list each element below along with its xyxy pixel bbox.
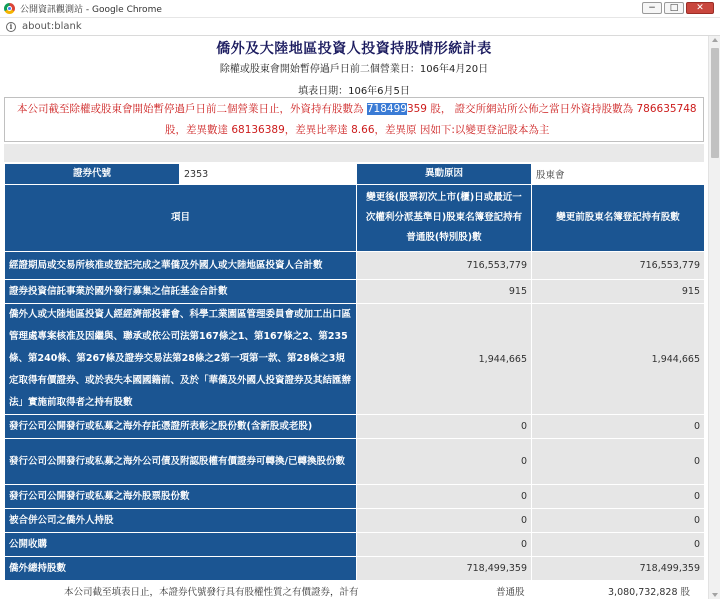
scroll-down-arrow-icon[interactable] <box>712 593 718 597</box>
close-button[interactable]: ✕ <box>686 2 714 14</box>
change-reason-value: 股東會 <box>532 164 705 185</box>
minimize-button[interactable]: − <box>642 2 662 14</box>
maximize-button[interactable]: □ <box>664 2 684 14</box>
row-label: 發行公司公開發行或私募之海外公司債及附認股權有價證券可轉換/已轉換股份數 <box>5 439 357 485</box>
change-reason-label: 異動原因 <box>357 164 532 185</box>
row-after-value: 718,499,359 <box>357 557 532 581</box>
row-after-value: 0 <box>357 533 532 557</box>
row-before-value: 0 <box>532 415 705 439</box>
row-label: 證券投資信託事業於國外發行募集之信託基金合計數 <box>5 280 357 304</box>
row-label: 僑外總持股數 <box>5 557 357 581</box>
table-row <box>5 280 705 304</box>
window-controls <box>642 2 714 14</box>
address-bar[interactable] <box>0 18 720 36</box>
row-before-value: 915 <box>532 280 705 304</box>
footer-amount: 3,080,732,828 股 <box>608 587 691 598</box>
row-label: 公開收購 <box>5 533 357 557</box>
before-column-header: 變更前股東名簿登記持有股數 <box>532 185 705 252</box>
table-row <box>5 252 705 280</box>
holdings-table <box>4 163 705 581</box>
row-after-value: 1,944,665 <box>357 304 532 415</box>
page-title: 僑外及大陸地區投資人投資持股情形統計表 <box>216 41 492 57</box>
report-subtitle: 除權或股東會開始暫停過戶日前二個營業日：106年4月20日 <box>219 64 489 75</box>
table-row <box>5 533 705 557</box>
notice-part2: 359 股， 證交所網站所公佈之當日外資持股數為 786635748 <box>406 103 697 115</box>
table-row <box>5 485 705 509</box>
row-before-value: 1,944,665 <box>532 304 705 415</box>
securities-code-label: 證券代號 <box>5 164 180 185</box>
footer-summary <box>4 584 704 599</box>
row-label: 發行公司公開發行或私募之海外存託憑證所表彰之股份數(含新股或老股) <box>5 415 357 439</box>
row-before-value: 0 <box>532 533 705 557</box>
window-titlebar <box>0 0 720 18</box>
site-info-icon[interactable]: i <box>6 22 16 32</box>
row-before-value: 0 <box>532 509 705 533</box>
row-label: 僑外人或大陸地區投資人經經濟部投審會、科學工業園區管理委員會或加工出口區管理處專案核准及因繼與、聯承或依公司法第167條之1、第167條之2、第235條、第240條、第267條及證券交易法第28條之2第一項第一款、第28條之3規定取得有價證券、或於表失本國國籍前、及於「華僑及外國人投資證券及其結匯辦法」實施前取得者之持有股數 <box>5 304 357 415</box>
scroll-up-arrow-icon[interactable] <box>712 38 718 42</box>
window-title: 公開資訊觀測站 - Google Chrome <box>20 5 162 15</box>
row-before-value: 0 <box>532 485 705 509</box>
row-label: 發行公司公開發行或私募之海外股票股份數 <box>5 485 357 509</box>
after-column-header: 變更後(股票初次上市(櫃)日或最近一次權利分派基準日)股東名簿登記持有普通股(特別股)數 <box>357 185 532 252</box>
table-row <box>5 415 705 439</box>
notice-part1: 本公司截至除權或股東會開始暫停過戶日前二個營業日止，外資持有股數為 <box>17 103 367 115</box>
table-row <box>5 164 705 185</box>
row-after-value: 716,553,779 <box>357 252 532 280</box>
discrepancy-notice <box>4 97 704 142</box>
row-before-value: 716,553,779 <box>532 252 705 280</box>
spacer-band <box>4 144 704 162</box>
row-label: 被合併公司之僑外人持股 <box>5 509 357 533</box>
table-row <box>5 509 705 533</box>
row-after-value: 915 <box>357 280 532 304</box>
item-column-header: 項目 <box>5 185 357 252</box>
notice-line-1 <box>17 99 697 120</box>
row-before-value: 718,499,359 <box>532 557 705 581</box>
scroll-thumb[interactable] <box>711 48 719 158</box>
row-before-value: 0 <box>532 439 705 485</box>
notice-line-2: 股，差異數達 68136389，差異比率達 8.66，差異原 因如下:以變更登記股本為主 <box>165 124 550 136</box>
footer-text: 本公司截至填表日止，本證券代號發行具有股權性質之有價證券，計有 <box>64 587 359 598</box>
vertical-scrollbar[interactable] <box>708 36 720 599</box>
url-text[interactable]: about:blank <box>22 21 82 32</box>
securities-code-value: 2353 <box>180 164 357 185</box>
row-after-value: 0 <box>357 439 532 485</box>
row-after-value: 0 <box>357 415 532 439</box>
table-row <box>5 557 705 581</box>
footer-security-type: 普通股 <box>496 587 525 598</box>
fill-date: 填表日期：106年6月5日 <box>298 86 410 97</box>
table-row <box>5 439 705 485</box>
row-after-value: 0 <box>357 509 532 533</box>
page-content <box>0 36 708 599</box>
chrome-logo-icon <box>4 3 15 14</box>
row-after-value: 0 <box>357 485 532 509</box>
table-header-row <box>5 185 705 252</box>
table-row <box>5 304 705 415</box>
row-label: 經證期局或交易所核准或登記完成之華僑及外國人或大陸地區投資人合計數 <box>5 252 357 280</box>
notice-selected-text: 718499 <box>366 103 407 115</box>
